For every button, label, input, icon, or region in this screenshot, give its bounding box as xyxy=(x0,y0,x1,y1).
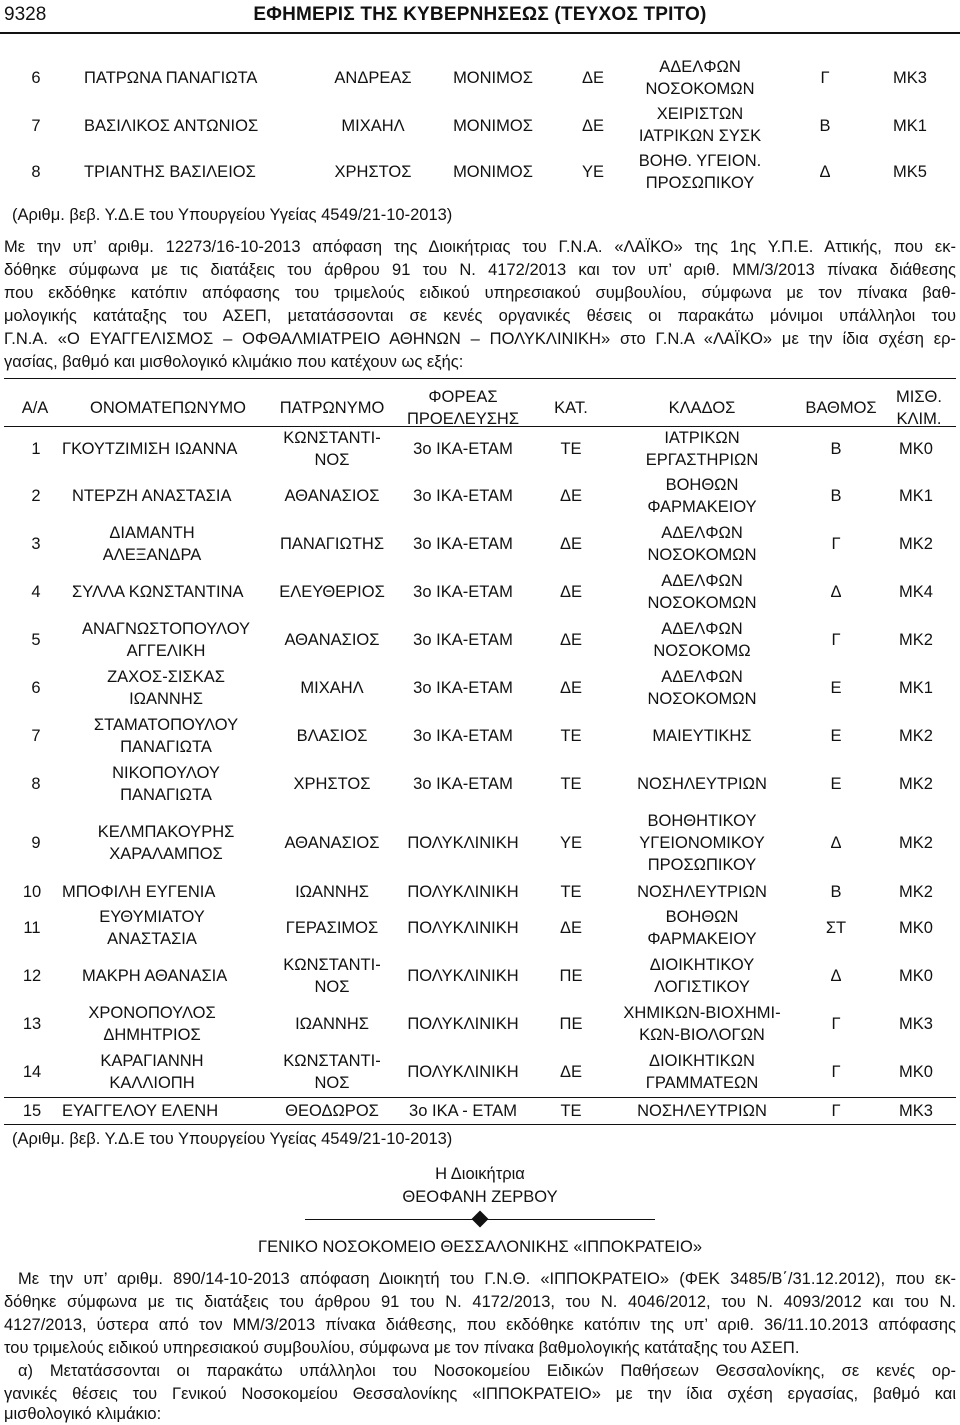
paragraph-line: που εκδόθηκε κατόπιν απόφασης του τριμελούς ειδικού υπηρεσιακού συμβουλίου, σύμφωνα με τον πίνακα βαθ- xyxy=(4,284,956,302)
paragraph-line: Γ.Ν.Α. «Ο ΕΥΑΓΓΕΛΙΣΜΟΣ – ΟΦΘΑΛΜΙΑΤΡΕΙΟ ΑΘΗΝΩΝ – ΠΟΛΥΚΛΙΝΙΚΗ» στο Γ.Ν.Α «ΛΑΪΚΟ» με την ίδια σχέση ερ- xyxy=(4,330,956,348)
cell-grade: Γ xyxy=(831,1015,841,1033)
cell-scale: ΜΚ2 xyxy=(899,535,933,553)
cell-no: 10 xyxy=(22,883,42,901)
cell-origin: 3ο ΙΚΑ-ΕΤΑΜ xyxy=(413,775,513,793)
cell-father: ΚΩΝΣΤΑΝΤΙ- ΝΟΣ xyxy=(283,429,381,469)
hospital-title: ΓΕΝΙΚΟ ΝΟΣΟΚΟΜΕΙΟ ΘΕΣΣΑΛΟΝΙΚΗΣ «ΙΠΠΟΚΡΑΤΕΙΟ» xyxy=(257,1238,702,1256)
table-bottom-rule xyxy=(4,1124,956,1125)
cell-scale: ΜΚ1 xyxy=(893,117,927,135)
cell-category: ΤΕ xyxy=(560,1102,582,1120)
cell-origin: 3ο ΙΚΑ-ΕΤΑΜ xyxy=(413,679,513,697)
cell-name: ΕΥΑΓΓΕΛΟΥ ΕΛΕΝΗ xyxy=(62,1102,219,1120)
cell-father: ΙΩΑΝΝΗΣ xyxy=(295,1015,369,1033)
cell-grade: Δ xyxy=(830,967,842,985)
cell-name: ΤΡΙΑΝΤΗΣ ΒΑΣΙΛΕΙΟΣ xyxy=(84,163,256,181)
cell-branch: ΒΟΗΘ. ΥΓΕΙΟΝ. ΠΡΟΣΩΠΙΚΟΥ xyxy=(638,152,762,192)
cell-no: 5 xyxy=(31,631,41,649)
paragraph-line: μολογικής κατάταξης του ΑΣΕΠ, μετατάσσονται σε κενές οργανικές θέσεις οι παρακάτω μόνιμοι υπάλληλοι του xyxy=(4,307,956,325)
cell-grade: Ε xyxy=(830,775,842,793)
cell-grade: Γ xyxy=(831,1102,841,1120)
cell-name: ΣΥΛΛΑ ΚΩΝΣΤΑΝΤΙΝΑ xyxy=(72,583,244,601)
cell-category: ΔΕ xyxy=(559,583,583,601)
row-rule xyxy=(4,1097,956,1098)
cell-branch: ΑΔΕΛΦΩΝ ΝΟΣΟΚΟΜΩΝ xyxy=(647,572,757,612)
cell-branch: ΜΑΙΕΥΤΙΚΗΣ xyxy=(652,727,752,745)
paragraph-line: α) Μετατάσσονται οι παρακάτω υπάλληλοι του Νοσοκομείου Ειδικών Παθήσεων Θεσσαλονίκης, σε κενές ορ- xyxy=(18,1362,956,1380)
page-header xyxy=(0,0,960,34)
cell-origin: 3ο ΙΚΑ - ΕΤΑΜ xyxy=(409,1102,517,1120)
cell-status: ΜΟΝΙΜΟΣ xyxy=(453,69,533,87)
column-header: ΠΑΤΡΩΝΥΜΟ xyxy=(279,399,385,417)
reference-note: (Αριθμ. βεβ. Υ.Δ.Ε του Υπουργείου Υγείας 4549/21-10-2013) xyxy=(12,206,453,224)
cell-scale: ΜΚ2 xyxy=(899,727,933,745)
cell-name: ΜΠΟΦΙΛΗ ΕΥΓΕΝΙΑ xyxy=(62,883,216,901)
cell-origin: 3ο ΙΚΑ-ΕΤΑΜ xyxy=(413,631,513,649)
cell-grade: Γ xyxy=(831,535,841,553)
cell-father: ΚΩΝΣΤΑΝΤΙ- ΝΟΣ xyxy=(283,956,381,996)
cell-origin: ΠΟΛΥΚΛΙΝΙΚΗ xyxy=(407,1063,519,1081)
column-header: Α/Α xyxy=(21,399,49,417)
cell-name: ΚΑΡΑΓΙΑΝΝΗ ΚΑΛΛΙΟΠΗ xyxy=(100,1052,204,1092)
cell-name: ΖΑΧΟΣ-ΣΙΣΚΑΣ ΙΩΑΝΝΗΣ xyxy=(107,668,225,708)
paragraph-line: μισθολογικό κλιμάκιο: xyxy=(4,1405,162,1423)
cell-scale: ΜΚ2 xyxy=(899,883,933,901)
cell-branch: ΝΟΣΗΛΕΥΤΡΙΩΝ xyxy=(637,775,767,793)
diamond-ornament-icon xyxy=(472,1211,489,1228)
cell-name: ΓΚΟΥΤΖΙΜΙΣΗ ΙΩΑΝΝΑ xyxy=(62,440,238,458)
cell-scale: ΜΚ5 xyxy=(893,163,927,181)
cell-name: ΒΑΣΙΛΙΚΟΣ ΑΝΤΩΝΙΟΣ xyxy=(84,117,259,135)
cell-scale: ΜΚ0 xyxy=(899,967,933,985)
cell-no: 4 xyxy=(31,583,41,601)
cell-grade: ΣΤ xyxy=(825,919,847,937)
gazette-title: ΕΦΗΜΕΡΙΣ ΤΗΣ ΚΥΒΕΡΝΗΣΕΩΣ (ΤΕΥΧΟΣ ΤΡΙΤΟ) xyxy=(253,4,707,25)
cell-category: ΥΕ xyxy=(581,163,604,181)
cell-scale: ΜΚ2 xyxy=(899,834,933,852)
cell-grade: Β xyxy=(830,883,842,901)
column-header: ΚΑΤ. xyxy=(554,399,588,417)
column-header: ΜΙΣΘ. ΚΛΙΜ. xyxy=(896,388,942,428)
cell-grade: Δ xyxy=(830,583,842,601)
paragraph-line: γασίας, βαθμό και μισθολογικό κλιμάκιο που κατέχουν ως εξής: xyxy=(4,353,464,371)
cell-father: ΑΝΔΡΕΑΣ xyxy=(334,69,412,87)
cell-father: ΜΙΧΑΗΛ xyxy=(341,117,405,135)
cell-category: ΠΕ xyxy=(559,967,583,985)
cell-no: 9 xyxy=(31,834,41,852)
cell-name: ΜΑΚΡΗ ΑΘΑΝΑΣΙΑ xyxy=(82,967,228,985)
paragraph-line: Με την υπ’ αριθμ. 12273/16-10-2013 απόφαση της Διοικήτριας του Γ.Ν.Α. «ΛΑΪΚΟ» της 1ης Υ.Π.Ε. Αττικής, που εκ- xyxy=(4,238,956,256)
cell-scale: ΜΚ2 xyxy=(899,775,933,793)
cell-grade: Γ xyxy=(820,69,830,87)
cell-origin: ΠΟΛΥΚΛΙΝΙΚΗ xyxy=(407,919,519,937)
column-header: ΚΛΑΔΟΣ xyxy=(668,399,736,417)
paragraph-line: 4127/2013, ύστερα από τον ΜΜ/3/2013 πίνακα διάθεσης, που εκδόθηκε κατόπιν της υπ’ αριθ. 36/11.10.2013 απόφασης xyxy=(4,1316,956,1334)
cell-branch: ΔΙΟΙΚΗΤΙΚΩΝ ΓΡΑΜΜΑΤΕΩΝ xyxy=(645,1052,759,1092)
cell-grade: Γ xyxy=(831,631,841,649)
cell-branch: ΝΟΣΗΛΕΥΤΡΙΩΝ xyxy=(637,883,767,901)
cell-scale: ΜΚ0 xyxy=(899,1063,933,1081)
cell-scale: ΜΚ3 xyxy=(899,1102,933,1120)
cell-origin: ΠΟΛΥΚΛΙΝΙΚΗ xyxy=(407,967,519,985)
cell-status: ΜΟΝΙΜΟΣ xyxy=(453,163,533,181)
cell-branch: ΒΟΗΘΩΝ ΦΑΡΜΑΚΕΙΟΥ xyxy=(647,476,757,516)
page-number: 9328 xyxy=(4,4,47,25)
cell-category: ΔΕ xyxy=(581,69,605,87)
cell-category: ΤΕ xyxy=(560,883,582,901)
cell-grade: Ε xyxy=(830,727,842,745)
cell-no: 1 xyxy=(31,440,41,458)
cell-branch: ΑΔΕΛΦΩΝ ΝΟΣΟΚΟΜΩΝ xyxy=(645,58,755,98)
cell-name: ΔΙΑΜΑΝΤΗ ΑΛΕΞΑΝΔΡΑ xyxy=(102,524,202,564)
cell-category: ΤΕ xyxy=(560,727,582,745)
cell-grade: Γ xyxy=(831,1063,841,1081)
cell-no: 3 xyxy=(31,535,41,553)
paragraph-line: Με την υπ’ αριθμ. 890/14-10-2013 απόφαση Διοικητή του Γ.Ν.Θ. «ΙΠΠΟΚΡΑΤΕΙΟ» (ΦΕΚ 3485/Β΄/31.12.2012), που εκ- xyxy=(18,1270,956,1288)
cell-father: ΕΛΕΥΘΕΡΙΟΣ xyxy=(279,583,385,601)
cell-no: 6 xyxy=(31,679,41,697)
cell-grade: Β xyxy=(819,117,831,135)
cell-no: 13 xyxy=(22,1015,42,1033)
cell-branch: ΑΔΕΛΦΩΝ ΝΟΣΟΚΟΜΩΝ xyxy=(647,524,757,564)
reference-note: (Αριθμ. βεβ. Υ.Δ.Ε του Υπουργείου Υγείας 4549/21-10-2013) xyxy=(12,1130,453,1148)
table-top-rule xyxy=(4,378,956,379)
cell-branch: ΑΔΕΛΦΩΝ ΝΟΣΟΚΟΜΩΝ xyxy=(647,668,757,708)
cell-no: 7 xyxy=(31,117,41,135)
cell-grade: Δ xyxy=(819,163,831,181)
cell-category: ΔΕ xyxy=(559,1063,583,1081)
cell-branch: ΔΙΟΙΚΗΤΙΚΟΥ ΛΟΓΙΣΤΙΚΟΥ xyxy=(649,956,755,996)
cell-scale: ΜΚ1 xyxy=(899,679,933,697)
column-header: ΟΝΟΜΑΤΕΠΩΝΥΜΟ xyxy=(90,399,246,417)
cell-category: ΠΕ xyxy=(559,1015,583,1033)
cell-branch: ΑΔΕΛΦΩΝ ΝΟΣΟΚΟΜΩ xyxy=(653,620,751,660)
cell-category: ΤΕ xyxy=(560,440,582,458)
cell-category: ΔΕ xyxy=(559,535,583,553)
cell-father: ΧΡΗΣΤΟΣ xyxy=(293,775,371,793)
cell-branch: ΒΟΗΘΩΝ ΦΑΡΜΑΚΕΙΟΥ xyxy=(647,908,757,948)
cell-no: 11 xyxy=(23,919,41,937)
cell-father: ΧΡΗΣΤΟΣ xyxy=(334,163,412,181)
cell-grade: Β xyxy=(830,487,842,505)
cell-scale: ΜΚ3 xyxy=(893,69,927,87)
cell-category: ΥΕ xyxy=(559,834,582,852)
cell-category: ΔΕ xyxy=(581,117,605,135)
cell-no: 6 xyxy=(31,69,41,87)
cell-branch: ΧΗΜΙΚΩΝ-ΒΙΟΧΗΜΙ- ΚΩΝ-ΒΙΟΛΟΓΩΝ xyxy=(623,1004,781,1044)
cell-no: 15 xyxy=(22,1102,42,1120)
paragraph-line: γανικές θέσεις του Γενικού Νοσοκομείου Θεσσαλονίκης «ΙΠΠΟΚΡΑΤΕΙΟ» με την ίδια σχέση εργασίας, βαθμό και xyxy=(4,1385,956,1403)
cell-no: 7 xyxy=(31,727,41,745)
cell-category: ΔΕ xyxy=(559,919,583,937)
cell-name: ΠΑΤΡΩΝΑ ΠΑΝΑΓΙΩΤΑ xyxy=(84,69,258,87)
cell-no: 8 xyxy=(31,775,41,793)
cell-origin: 3ο ΙΚΑ-ΕΤΑΜ xyxy=(413,583,513,601)
cell-father: ΒΛΑΣΙΟΣ xyxy=(296,727,368,745)
cell-no: 8 xyxy=(31,163,41,181)
cell-status: ΜΟΝΙΜΟΣ xyxy=(453,117,533,135)
cell-father: ΜΙΧΑΗΛ xyxy=(300,679,364,697)
cell-category: ΔΕ xyxy=(559,679,583,697)
cell-name: ΑΝΑΓΝΩΣΤΟΠΟΥΛΟΥ ΑΓΓΕΛΙΚΗ xyxy=(81,620,251,660)
cell-name: ΝΙΚΟΠΟΥΛΟΥ ΠΑΝΑΓΙΩΤΑ xyxy=(112,764,220,804)
cell-grade: Δ xyxy=(830,834,842,852)
cell-scale: ΜΚ0 xyxy=(899,919,933,937)
cell-father: ΑΘΑΝΑΣΙΟΣ xyxy=(284,834,380,852)
cell-origin: 3ο ΙΚΑ-ΕΤΑΜ xyxy=(413,440,513,458)
cell-scale: ΜΚ4 xyxy=(899,583,933,601)
cell-name: ΝΤΕΡΖΗ ΑΝΑΣΤΑΣΙΑ xyxy=(72,487,232,505)
cell-father: ΓΕΡΑΣΙΜΟΣ xyxy=(285,919,379,937)
cell-father: ΑΘΑΝΑΣΙΟΣ xyxy=(284,487,380,505)
cell-origin: ΠΟΛΥΚΛΙΝΙΚΗ xyxy=(407,883,519,901)
cell-no: 12 xyxy=(22,967,42,985)
cell-scale: ΜΚ0 xyxy=(899,440,933,458)
paragraph-line: δόθηκε σύμφωνα με τις διατάξεις του άρθρου 91 του Ν. 4172/2013, του Ν. 4046/2012, του Ν. 4093/2012 και του Ν. xyxy=(4,1293,956,1311)
cell-branch: ΒΟΗΘΗΤΙΚΟΥ ΥΓΕΙΟΝΟΜΙΚΟΥ ΠΡΟΣΩΠΙΚΟΥ xyxy=(639,812,765,874)
cell-no: 14 xyxy=(22,1063,42,1081)
signature-role: Η Διοικήτρια xyxy=(435,1165,525,1183)
cell-branch: ΙΑΤΡΙΚΩΝ ΕΡΓΑΣΤΗΡΙΩΝ xyxy=(645,429,759,469)
cell-scale: ΜΚ1 xyxy=(899,487,933,505)
cell-father: ΚΩΝΣΤΑΝΤΙ- ΝΟΣ xyxy=(283,1052,381,1092)
cell-origin: 3ο ΙΚΑ-ΕΤΑΜ xyxy=(413,727,513,745)
cell-origin: ΠΟΛΥΚΛΙΝΙΚΗ xyxy=(407,1015,519,1033)
cell-name: ΚΕΛΜΠΑΚΟΥΡΗΣ ΧΑΡΑΛΑΜΠΟΣ xyxy=(97,823,235,863)
cell-branch: ΧΕΙΡΙΣΤΩΝ ΙΑΤΡΙΚΩΝ ΣΥΣΚ xyxy=(638,105,762,145)
paragraph-line: δόθηκε σύμφωνα με τις διατάξεις του άρθρου 91 του Ν. 4172/2013 και τον υπ’ αριθ. ΜΜ/3/2013 πίνακα διάθεσης xyxy=(4,261,956,279)
cell-origin: 3ο ΙΚΑ-ΕΤΑΜ xyxy=(413,535,513,553)
cell-name: ΕΥΘΥΜΙΑΤΟΥ ΑΝΑΣΤΑΣΙΑ xyxy=(99,908,205,948)
cell-category: ΔΕ xyxy=(559,487,583,505)
paragraph-line: του τριμελούς ειδικού υπηρεσιακού συμβουλίου, σύμφωνα με τον πίνακα βαθμολογικής κατάταξης του ΑΣΕΠ. xyxy=(4,1339,800,1357)
cell-no: 2 xyxy=(31,487,41,505)
signature-name: ΘΕΟΦΑΝΗ ΖΕΡΒΟΥ xyxy=(402,1188,558,1206)
cell-branch: ΝΟΣΗΛΕΥΤΡΙΩΝ xyxy=(637,1102,767,1120)
column-header: ΦΟΡΕΑΣ ΠΡΟΕΛΕΥΣΗΣ xyxy=(406,388,520,428)
cell-category: ΤΕ xyxy=(560,775,582,793)
cell-origin: 3ο ΙΚΑ-ΕΤΑΜ xyxy=(413,487,513,505)
column-header: ΒΑΘΜΟΣ xyxy=(805,399,877,417)
cell-father: ΑΘΑΝΑΣΙΟΣ xyxy=(284,631,380,649)
cell-father: ΘΕΟΔΩΡΟΣ xyxy=(285,1102,379,1120)
cell-name: ΧΡΟΝΟΠΟΥΛΟΣ ΔΗΜΗΤΡΙΟΣ xyxy=(88,1004,216,1044)
cell-scale: ΜΚ3 xyxy=(899,1015,933,1033)
cell-father: ΠΑΝΑΓΙΩΤΗΣ xyxy=(279,535,385,553)
cell-grade: Ε xyxy=(830,679,842,697)
cell-origin: ΠΟΛΥΚΛΙΝΙΚΗ xyxy=(407,834,519,852)
cell-category: ΔΕ xyxy=(559,631,583,649)
cell-name: ΣΤΑΜΑΤΟΠΟΥΛΟΥ ΠΑΝΑΓΙΩΤΑ xyxy=(93,716,239,756)
cell-father: ΙΩΑΝΝΗΣ xyxy=(295,883,369,901)
cell-scale: ΜΚ2 xyxy=(899,631,933,649)
cell-grade: Β xyxy=(830,440,842,458)
